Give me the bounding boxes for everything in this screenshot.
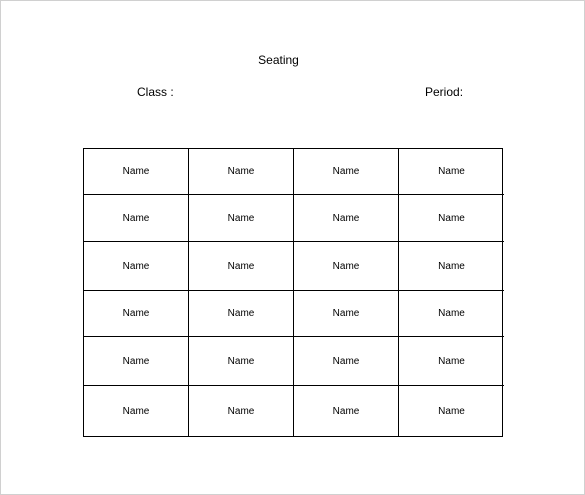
seat-cell: Name [399,195,504,242]
seating-chart-table [83,148,503,437]
seat-cell: Name [189,242,294,291]
seat-cell: Name [399,242,504,291]
seat-cell: Name [189,149,294,195]
seat-cell: Name [189,386,294,436]
seat-cell: Name [399,291,504,337]
seat-cell: Name [189,291,294,337]
seat-cell: Name [294,242,399,291]
seat-cell: Name [294,337,399,386]
seat-cell: Name [294,149,399,195]
seat-cell: Name [189,195,294,242]
seat-cell: Name [399,149,504,195]
seat-cell: Name [84,149,189,195]
seat-cell: Name [84,195,189,242]
seat-cell: Name [189,337,294,386]
seat-cell: Name [84,337,189,386]
seat-cell: Name [84,386,189,436]
seat-cell: Name [84,242,189,291]
seat-cell: Name [84,291,189,337]
seat-cell: Name [399,337,504,386]
seat-cell: Name [294,195,399,242]
seat-cell: Name [438,405,465,417]
seat-cell: Name [294,291,399,337]
class-label: Class : [137,85,174,99]
seat-cell: Name [294,386,399,436]
period-label: Period: [425,85,464,99]
document-title: Seating [258,53,299,67]
